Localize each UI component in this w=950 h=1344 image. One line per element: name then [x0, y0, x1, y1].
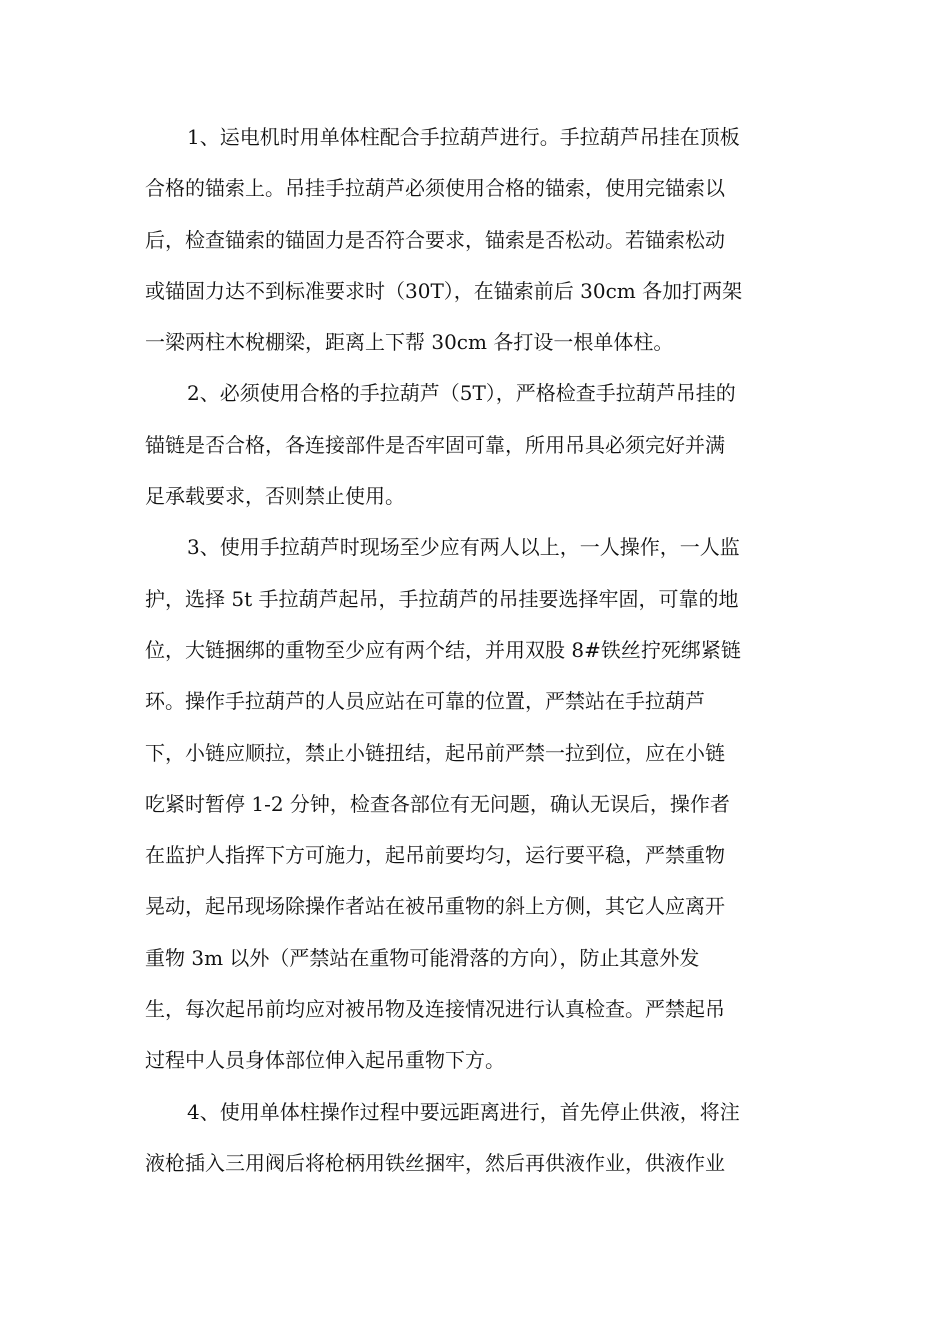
text-line: 2、必须使用合格的手拉葫芦（5T），严格检查手拉葫芦吊挂的 — [187, 381, 736, 406]
text-line: 足承载要求，否则禁止使用。 — [145, 484, 405, 509]
text-line: 液枪插入三用阀后将枪柄用铁丝捆牢，然后再供液作业，供液作业 — [145, 1150, 725, 1175]
text-line: 晃动，起吊现场除操作者站在被吊重物的斜上方侧，其它人应离开 — [145, 894, 725, 919]
text-line: 下，小链应顺拉，禁止小链扭结，起吊前严禁一拉到位，应在小链 — [145, 740, 725, 765]
text-line: 3、使用手拉葫芦时现场至少应有两人以上，一人操作，一人监 — [187, 535, 740, 560]
paragraph-3 — [145, 522, 810, 1086]
text-line: 过程中人员身体部位伸入起吊重物下方。 — [145, 1048, 505, 1073]
text-line: 1、运电机时用单体柱配合手拉葫芦进行。手拉葫芦吊挂在顶板 — [187, 125, 740, 149]
text-line: 4、使用单体柱操作过程中要远距离进行，首先停止供液，将注 — [187, 1099, 740, 1124]
text-line: 合格的锚索上。吊挂手拉葫芦必须使用合格的锚索，使用完锚索以 — [145, 176, 725, 201]
text-line: 在监护人指挥下方可施力，起吊前要均匀，运行要平稳，严禁重物 — [145, 843, 725, 868]
document-body — [145, 112, 810, 1189]
text-line: 生，每次起吊前均应对被吊物及连接情况进行认真检查。严禁起吊 — [145, 997, 725, 1022]
text-line: 一梁两柱木梲棚梁，距离上下帮 30cm 各打设一根单体柱。 — [145, 330, 674, 355]
text-line: 重物 3m 以外（严禁站在重物可能滑落的方向），防止其意外发 — [145, 945, 700, 970]
text-line: 吃紧时暂停 1-2 分钟，检查各部位有无问题，确认无误后，操作者 — [145, 791, 730, 816]
paragraph-1 — [145, 112, 810, 368]
paragraph-2 — [145, 368, 810, 522]
text-line: 环。操作手拉葫芦的人员应站在可靠的位置，严禁站在手拉葫芦 — [145, 689, 705, 714]
text-line: 位，大链捆绑的重物至少应有两个结，并用双股 8#铁丝拧死绑紧链 — [145, 637, 741, 662]
text-line: 后，检查锚索的锚固力是否符合要求，锚索是否松动。若锚索松动 — [145, 227, 725, 252]
text-line: 或锚固力达不到标准要求时（30T），在锚索前后 30cm 各加打两架 — [145, 278, 743, 303]
paragraph-4 — [145, 1087, 810, 1190]
text-line: 锚链是否合格，各连接部件是否牢固可靠，所用吊具必须完好并满 — [145, 432, 725, 457]
text-line: 护，选择 5t 手拉葫芦起吊，手拉葫芦的吊挂要选择牢固，可靠的地 — [145, 586, 739, 611]
